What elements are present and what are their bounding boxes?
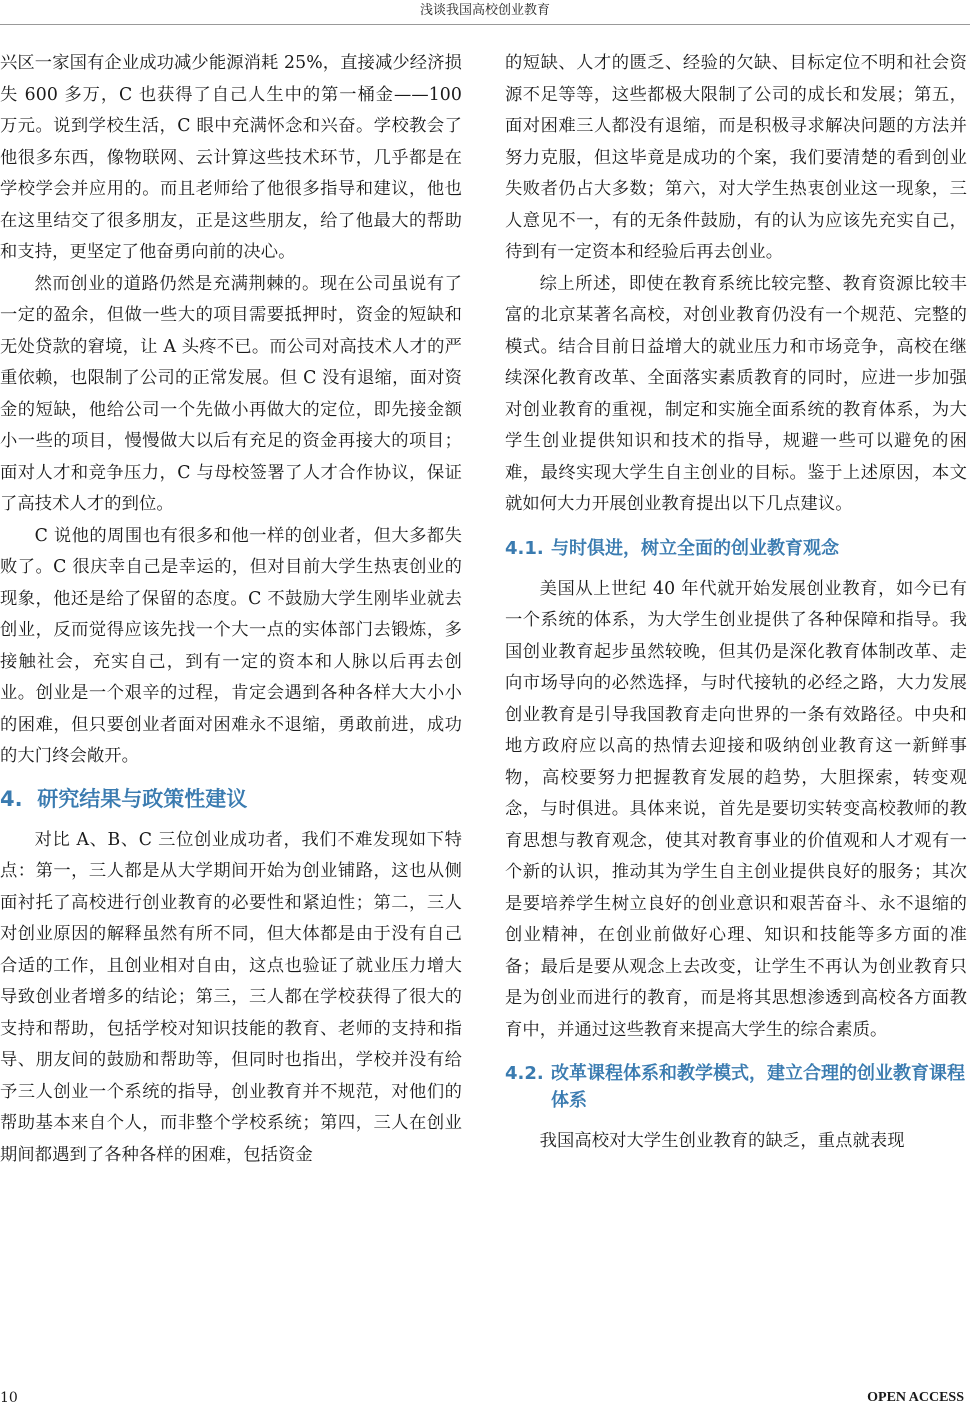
subsection-title: 改革课程体系和教学模式，建立合理的创业教育课程体系 <box>551 1063 965 1111</box>
paragraph-right-4: 我国高校对大学生创业教育的缺乏，重点就表现 <box>539 1131 905 1151</box>
paragraph-right-3: 美国从上世纪 40 年代就开始发展创业教育，如今已有一个系统的体系，为大学生创业提供了各种保障和指导。我国创业教育起步虽然较晚，但其仍是深化教育体制改革、走向市场导向的必然选择，与时代接轨的必经之路，大力发展创业教育是引导我国教育走向世界的一条有效路径。中央和地方政府应以高的热情去迎接和吸纳创业教育这一新鲜事物，高校要努力把握教育发展的趋势，大胆探索，转变观念，与时俱进。具体来说，首先是要切实转变高校教师的教育思想与教育观念，使其对教育事业的价值观和人才观有一个新的认识，推动其为学生自主创业提供良好的服务；其次是要培养学生树立良好的创业意识和艰苦奋斗、永不退缩的创业精神，在创业前做好心理、知识和技能等多方面的准备；最后是要从观念上去改变，让学生不再认为创业教育只是为创业而进行的教育，而是将其思想渗透到高校各方面教育中，并通过这些教育来提高大学生的综合素质。 <box>505 578 967 1040</box>
open-access-label: OPEN ACCESS <box>867 1390 964 1405</box>
header-divider <box>0 24 970 25</box>
section-heading-4 <box>0 785 462 813</box>
page-number: 10 <box>0 1390 18 1406</box>
paragraph-left-4: 对比 A、B、C 三位创业成功者，我们不难发现如下特点：第一，三人都是从大学期间开始为创业铺路，这也从侧面衬托了高校进行创业教育的必要性和紧迫性；第二，三人对创业原因的解释虽然有所不同，但大体都是由于没有自己合适的工作，且创业相对自由，这点也验证了就业压力增大导致创业者增多的结论；第三，三人都在学校获得了很大的支持和帮助，包括学校对知识技能的教育、老师的支持和指导、朋友间的鼓励和帮助等，但同时也指出，学校并没有给予三人创业一个系统的指导，创业教育并不规范，对他们的帮助基本来自个人，而非整个学校系统；第四，三人在创业期间都遇到了各种各样的困难，包括资金 <box>0 829 462 1165</box>
right-column <box>505 48 967 1374</box>
paragraph-left-1: 兴区一家国有企业成功减少能源消耗 25%，直接减少经济损失 600 多万，C 也获得了自己人生中的第一桶金——100 万元。说到学校生活，C 眼中充满怀念和兴奋。学校教会了他很多东西，像物联网、云计算这些技术环节，几乎都是在学校学会并应用的。而且老师给了他很多指导和建议，他也在这里结交了很多朋友，正是这些朋友，给了他最大的帮助和支持，更坚定了他奋勇向前的决心。 <box>0 53 462 262</box>
left-column <box>0 48 462 1374</box>
subsection-number: 4.1. <box>505 537 544 559</box>
paragraph-left-2: 然而创业的道路仍然是充满荆棘的。现在公司虽说有了一定的盈余，但做一些大的项目需要抵押时，资金的短缺和无处贷款的窘境，让 A 头疼不已。而公司对高技术人才的严重依赖，也限制了公司的正常发展。但 C 没有退缩，面对资金的短缺，他给公司一个先做小再做大的定位，即先接金额小一些的项目，慢慢做大以后有充足的资金再接大的项目；面对人才和竞争压力，C 与母校签署了人才合作协议，保证了高技术人才的到位。 <box>0 273 462 514</box>
paragraph-right-2: 综上所述，即使在教育系统比较完整、教育资源比较丰富的北京某著名高校，对创业教育仍没有一个规范、完整的模式。结合目前日益增大的就业压力和市场竞争，高校在继续深化教育改革、全面落实素质教育的同时，应进一步加强对创业教育的重视，制定和实施全面系统的教育体系，为大学生创业提供知识和技术的指导，规避一些可以避免的困难，最终实现大学生自主创业的目标。鉴于上述原因，本文就如何大力开展创业教育提出以下几点建议。 <box>505 273 967 514</box>
paragraph-right-1: 的短缺、人才的匮乏、经验的欠缺、目标定位不明和社会资源不足等等，这些都极大限制了公司的成长和发展；第五，面对困难三人都没有退缩，而是积极寻求解决问题的方法并努力克服，但这毕竟是成功的个案，我们要清楚的看到创业失败者仍占大多数；第六，对大学生热衷创业这一现象，三人意见不一，有的无条件鼓励，有的认为应该先充实自己，待到有一定资本和经验后再去创业。 <box>505 53 967 262</box>
section-number: 4. <box>0 786 23 811</box>
section-title: 研究结果与政策性建议 <box>37 786 248 811</box>
subsection-heading-4-1 <box>505 535 967 562</box>
subsection-heading-4-2 <box>505 1060 967 1114</box>
subsection-number: 4.2. <box>505 1063 544 1084</box>
paragraph-left-3: C 说他的周围也有很多和他一样的创业者，但大多都失败了。C 很庆幸自己是幸运的，但对目前大学生热衷创业的现象，他还是给了保留的态度。C 不鼓励大学生刚毕业就去创业，反而觉得应该先找一个大一点的实体部门去锻炼，多接触社会，充实自己，到有一定的资本和人脉以后再去创业。创业是一个艰辛的过程，肯定会遇到各种各样大大小小的困难，但只要创业者面对困难永不退缩，勇敢前进，成功的大门终会敞开。 <box>0 525 462 766</box>
subsection-title: 与时俱进，树立全面的创业教育观念 <box>551 537 839 559</box>
running-header-title: 浅谈我国高校创业教育 <box>419 3 550 18</box>
